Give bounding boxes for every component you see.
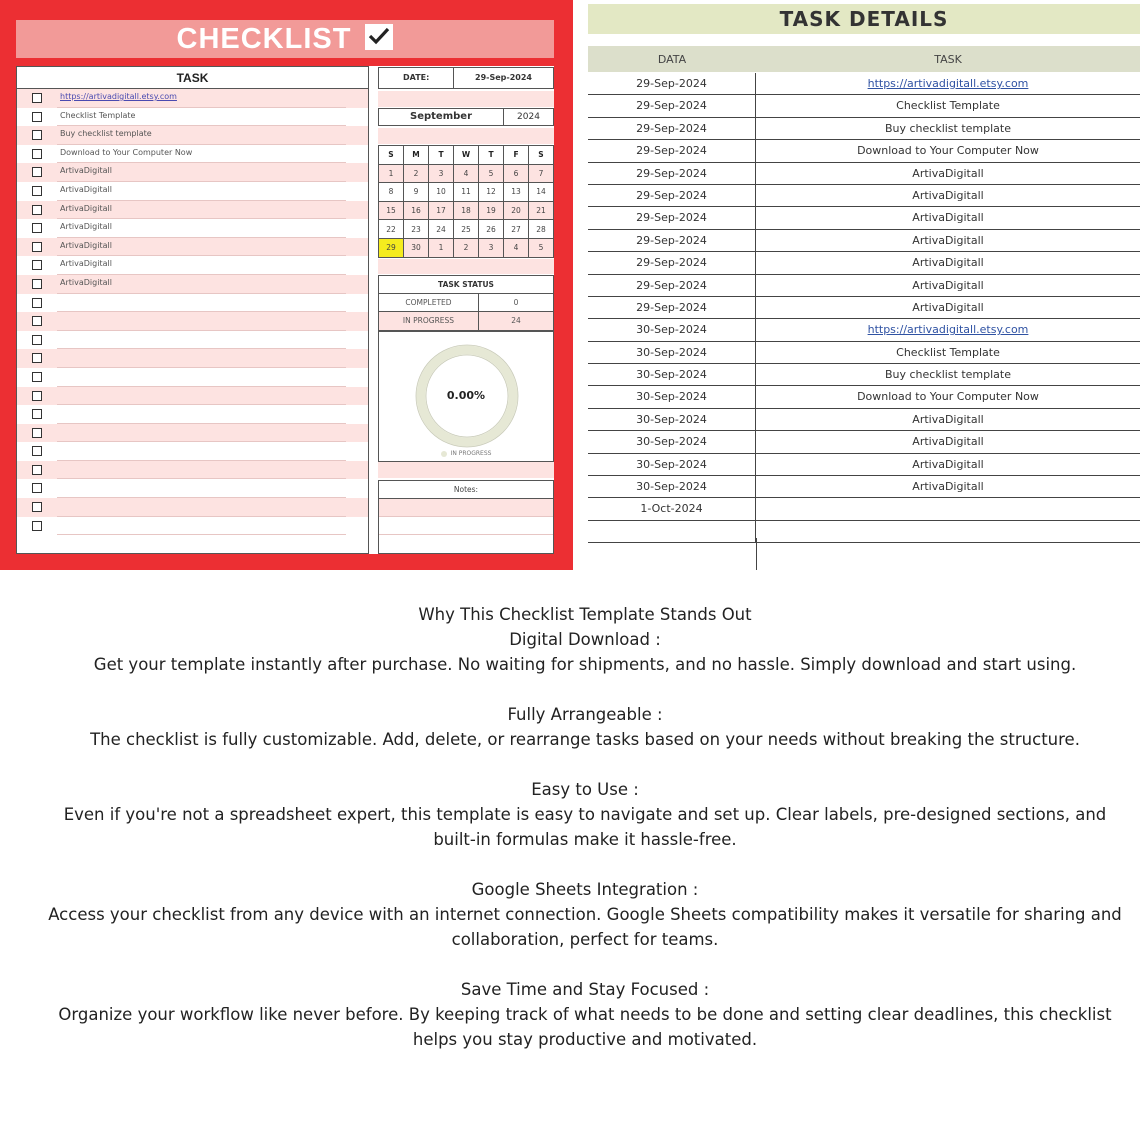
calendar-weekday-row (379, 146, 554, 165)
calendar-day[interactable]: 14 (529, 183, 554, 202)
calendar-week-row (379, 201, 554, 220)
progress-chart (378, 331, 554, 462)
calendar-day[interactable]: 24 (429, 220, 454, 239)
weekday-label: T (429, 146, 454, 165)
task-row (17, 201, 368, 220)
month-selector (378, 108, 554, 126)
calendar-week-row (379, 164, 554, 183)
task-checkbox[interactable] (32, 223, 42, 233)
calendar-day[interactable]: 1 (379, 164, 404, 183)
feature-body: Get your template instantly after purchase. No waiting for shipments, and no hassle. Simply download and start using. (93, 655, 1077, 674)
feature-body: The checklist is fully customizable. Add, delete, or rearrange tasks based on your needs without breaking the structure. (90, 730, 1080, 749)
task-checkbox[interactable] (32, 205, 42, 215)
feature-heading: Digital Download : (509, 630, 661, 649)
calendar-day[interactable]: 2 (404, 164, 429, 183)
details-date: 29-Sep-2024 (588, 163, 756, 184)
calendar-week-row (379, 220, 554, 239)
task-row (17, 126, 368, 145)
feature-heading: Fully Arrangeable : (507, 705, 663, 724)
task-row (17, 517, 368, 536)
calendar-day[interactable]: 23 (404, 220, 429, 239)
task-label[interactable]: ArtivaDigitall (60, 166, 112, 176)
calendar-day[interactable]: 3 (429, 164, 454, 183)
task-checkbox[interactable] (32, 279, 42, 289)
details-row (588, 454, 1140, 476)
description-text (40, 602, 1130, 1052)
in-progress-value: 24 (511, 316, 521, 325)
task-checkbox[interactable] (32, 428, 42, 438)
task-row (17, 479, 368, 498)
details-row (588, 498, 1140, 520)
details-date: 29-Sep-2024 (588, 140, 756, 161)
details-task[interactable]: https://artivadigitall.etsy.com (867, 77, 1029, 90)
task-label[interactable]: ArtivaDigitall (60, 222, 112, 232)
notes-line[interactable] (379, 499, 553, 517)
details-task: Buy checklist template (884, 368, 1012, 382)
task-checkbox[interactable] (32, 391, 42, 401)
details-date: 30-Sep-2024 (588, 409, 756, 430)
task-row (17, 498, 368, 517)
details-date: 30-Sep-2024 (588, 319, 756, 340)
calendar-grid (378, 145, 554, 258)
weekday-label: W (454, 146, 479, 165)
task-row (17, 349, 368, 368)
task-details-header (588, 46, 1140, 72)
details-task: Download to Your Computer Now (857, 390, 1039, 404)
details-row (588, 207, 1140, 229)
calendar-day[interactable]: 6 (504, 164, 529, 183)
task-row (17, 387, 368, 406)
details-date: 29-Sep-2024 (588, 230, 756, 251)
calendar-day[interactable]: 27 (504, 220, 529, 239)
completed-row (379, 294, 553, 312)
weekday-label: T (479, 146, 504, 165)
calendar-day[interactable]: 2 (454, 238, 479, 257)
details-row (588, 521, 1140, 543)
task-checkbox[interactable] (32, 242, 42, 252)
task-checkbox[interactable] (32, 186, 42, 196)
calendar-day[interactable]: 19 (479, 201, 504, 220)
task-checkbox[interactable] (32, 465, 42, 475)
task-label[interactable]: ArtivaDigitall (60, 203, 112, 213)
month-select[interactable]: September (379, 109, 504, 125)
weekday-label: S (529, 146, 554, 165)
calendar-week-row (379, 238, 554, 257)
task-row (17, 219, 368, 238)
task-checkbox[interactable] (32, 502, 42, 512)
weekday-label: S (379, 146, 404, 165)
calendar-day[interactable]: 9 (404, 183, 429, 202)
task-label[interactable]: Checklist Template (60, 110, 136, 120)
completed-value: 0 (513, 298, 519, 307)
in-progress-row (379, 312, 553, 330)
details-row (588, 364, 1140, 386)
task-checkbox[interactable] (32, 316, 42, 326)
task-row (17, 331, 368, 350)
details-row (588, 319, 1140, 341)
task-checkbox[interactable] (32, 260, 42, 270)
calendar-day[interactable]: 26 (479, 220, 504, 239)
task-row (17, 89, 368, 108)
task-row (17, 163, 368, 182)
task-label[interactable]: Buy checklist template (60, 129, 152, 139)
calendar-day[interactable]: 4 (454, 164, 479, 183)
details-date: 30-Sep-2024 (588, 342, 756, 363)
task-row (17, 275, 368, 294)
details-task: Buy checklist template (884, 121, 1012, 135)
calendar-day[interactable]: 29 (379, 238, 404, 257)
task-row (17, 145, 368, 164)
date-label: DATE: (379, 68, 454, 88)
checklist-panel (0, 0, 573, 570)
task-checkbox[interactable] (32, 149, 42, 159)
calendar-week-row (379, 183, 554, 202)
details-task: Checklist Template (896, 345, 1000, 359)
calendar-day[interactable]: 10 (429, 183, 454, 202)
details-task: ArtivaDigitall (912, 233, 984, 247)
calendar-day[interactable]: 12 (479, 183, 504, 202)
task-label[interactable]: ArtivaDigitall (60, 240, 112, 250)
notes-line[interactable] (379, 517, 553, 535)
in-progress-label: IN PROGRESS (379, 312, 479, 330)
calendar-day[interactable]: 1 (429, 238, 454, 257)
year-select[interactable]: 2024 (517, 112, 540, 122)
details-date: 30-Sep-2024 (588, 364, 756, 385)
details-date: 29-Sep-2024 (588, 95, 756, 116)
details-row (588, 297, 1140, 319)
details-date: 30-Sep-2024 (588, 454, 756, 475)
details-task: Checklist Template (896, 99, 1000, 113)
details-row (588, 140, 1140, 162)
task-label[interactable]: ArtivaDigitall (60, 259, 112, 269)
task-checkbox[interactable] (32, 167, 42, 177)
calendar-day[interactable]: 30 (404, 238, 429, 257)
details-task: Download to Your Computer Now (857, 144, 1039, 158)
details-date: 29-Sep-2024 (588, 252, 756, 273)
progress-percent: 0.00% (446, 389, 486, 402)
notes-label: Notes: (379, 481, 553, 499)
task-header: TASK (17, 67, 368, 89)
completed-label: COMPLETED (379, 294, 479, 312)
details-task: ArtivaDigitall (912, 256, 984, 270)
details-date: 29-Sep-2024 (588, 118, 756, 139)
task-row (17, 312, 368, 331)
details-row (588, 73, 1140, 95)
task-status-box (378, 275, 554, 331)
details-date: 30-Sep-2024 (588, 431, 756, 452)
details-date: 1-Oct-2024 (588, 498, 756, 519)
task-checkbox[interactable] (32, 483, 42, 493)
details-row (588, 185, 1140, 207)
task-row (17, 368, 368, 387)
details-date: 30-Sep-2024 (588, 386, 756, 407)
task-checkbox[interactable] (32, 298, 42, 308)
task-details-title: TASK DETAILS (588, 4, 1140, 34)
details-task: ArtivaDigitall (912, 300, 984, 314)
task-checkbox[interactable] (32, 112, 42, 122)
calendar-day[interactable]: 5 (479, 164, 504, 183)
details-date: 29-Sep-2024 (588, 297, 756, 318)
calendar-day[interactable]: 28 (529, 220, 554, 239)
task-label[interactable]: ArtivaDigitall (60, 277, 112, 287)
details-row (588, 342, 1140, 364)
details-row (588, 230, 1140, 252)
column-header-date: DATA (657, 53, 687, 66)
task-list (17, 89, 368, 535)
task-checkbox[interactable] (32, 130, 42, 140)
task-details-rows (588, 73, 1140, 543)
calendar-day[interactable]: 16 (404, 201, 429, 220)
details-date (588, 521, 756, 542)
details-date: 29-Sep-2024 (588, 207, 756, 228)
sidebar-column (378, 66, 554, 554)
calendar-day[interactable]: 20 (504, 201, 529, 220)
details-row (588, 275, 1140, 297)
section-gap (40, 752, 1130, 777)
weekday-label: F (504, 146, 529, 165)
details-date: 29-Sep-2024 (588, 73, 756, 94)
task-row (17, 256, 368, 275)
column-divider (756, 538, 757, 570)
details-task (756, 521, 1140, 542)
spacer-band (378, 128, 554, 144)
calendar-day[interactable]: 8 (379, 183, 404, 202)
task-underline (57, 534, 346, 535)
details-task: ArtivaDigitall (912, 188, 984, 202)
task-row (17, 182, 368, 201)
task-checkbox[interactable] (32, 353, 42, 363)
legend-label: IN PROGRESS (450, 450, 492, 457)
date-value[interactable]: 29-Sep-2024 (475, 73, 532, 82)
feature-body: Even if you're not a spreadsheet expert, this template is easy to navigate and set up. Clear labels, pre-designed sections, and built-in formulas make it hassle-free. (63, 805, 1107, 849)
details-task: ArtivaDigitall (912, 211, 984, 225)
details-row (588, 95, 1140, 117)
calendar-day[interactable]: 22 (379, 220, 404, 239)
checklist-banner (16, 20, 554, 58)
details-row (588, 476, 1140, 498)
spacer-band (378, 259, 554, 274)
calendar-day[interactable]: 5 (529, 238, 554, 257)
task-status-header: TASK STATUS (379, 276, 553, 294)
feature-heading: Google Sheets Integration : (471, 880, 699, 899)
feature-heading: Easy to Use : (531, 780, 639, 799)
calendar-day[interactable]: 15 (379, 201, 404, 220)
details-task: ArtivaDigitall (912, 457, 984, 471)
task-column (16, 66, 369, 554)
details-date: 29-Sep-2024 (588, 275, 756, 296)
date-box (378, 67, 554, 89)
task-checkbox[interactable] (32, 409, 42, 419)
calendar-day[interactable]: 18 (454, 201, 479, 220)
calendar-day[interactable]: 4 (504, 238, 529, 257)
details-row (588, 163, 1140, 185)
chart-legend (379, 450, 553, 457)
details-task: ArtivaDigitall (912, 166, 984, 180)
weekday-label: M (404, 146, 429, 165)
details-date: 30-Sep-2024 (588, 476, 756, 497)
section-gap (40, 677, 1130, 702)
task-row (17, 424, 368, 443)
spacer-band (378, 462, 554, 478)
notes-box (378, 480, 554, 554)
legend-dot-icon (441, 451, 447, 457)
checkmark-icon (365, 24, 393, 50)
description-intro: Why This Checklist Template Stands Out (418, 605, 752, 624)
task-checkbox[interactable] (32, 521, 42, 531)
task-label[interactable]: https://artivadigitall.etsy.com (60, 92, 177, 101)
details-task: ArtivaDigitall (912, 480, 984, 494)
task-checkbox[interactable] (32, 372, 42, 382)
feature-heading: Save Time and Stay Focused : (460, 980, 710, 999)
details-task: ArtivaDigitall (912, 412, 984, 426)
calendar-day[interactable]: 17 (429, 201, 454, 220)
task-row (17, 461, 368, 480)
feature-body: Organize your workflow like never before. By keeping track of what needs to be done and setting clear deadlines, this checklist helps you stay productive and motivated. (58, 1005, 1112, 1049)
details-row (588, 409, 1140, 431)
section-gap (40, 852, 1130, 877)
calendar-day[interactable]: 7 (529, 164, 554, 183)
details-task (756, 498, 1140, 519)
column-header-task: TASK (934, 53, 962, 66)
details-row (588, 431, 1140, 453)
task-row (17, 108, 368, 127)
details-row (588, 252, 1140, 274)
calendar-day[interactable]: 13 (504, 183, 529, 202)
feature-list (40, 627, 1130, 1052)
checklist-title: CHECKLIST (176, 23, 352, 55)
details-row (588, 118, 1140, 140)
spacer-band (378, 91, 554, 107)
task-label[interactable]: Download to Your Computer Now (60, 147, 193, 157)
task-row (17, 294, 368, 313)
task-row (17, 405, 368, 424)
task-row (17, 238, 368, 257)
calendar-day[interactable]: 11 (454, 183, 479, 202)
task-details-panel (588, 0, 1140, 570)
task-label[interactable]: ArtivaDigitall (60, 184, 112, 194)
details-row (588, 386, 1140, 408)
details-date: 29-Sep-2024 (588, 185, 756, 206)
task-checkbox[interactable] (32, 93, 42, 103)
feature-body: Access your checklist from any device with an internet connection. Google Sheets compatibility makes it versatile for sharing and collaboration, perfect for teams. (48, 905, 1122, 949)
details-task[interactable]: https://artivadigitall.etsy.com (867, 323, 1029, 337)
calendar-day[interactable]: 3 (479, 238, 504, 257)
section-gap (40, 952, 1130, 977)
details-task: ArtivaDigitall (912, 278, 984, 292)
task-row (17, 442, 368, 461)
calendar-day[interactable]: 21 (529, 201, 554, 220)
task-checkbox[interactable] (32, 446, 42, 456)
details-task: ArtivaDigitall (912, 435, 984, 449)
task-checkbox[interactable] (32, 335, 42, 345)
checklist-sheet (16, 66, 554, 554)
calendar-day[interactable]: 25 (454, 220, 479, 239)
